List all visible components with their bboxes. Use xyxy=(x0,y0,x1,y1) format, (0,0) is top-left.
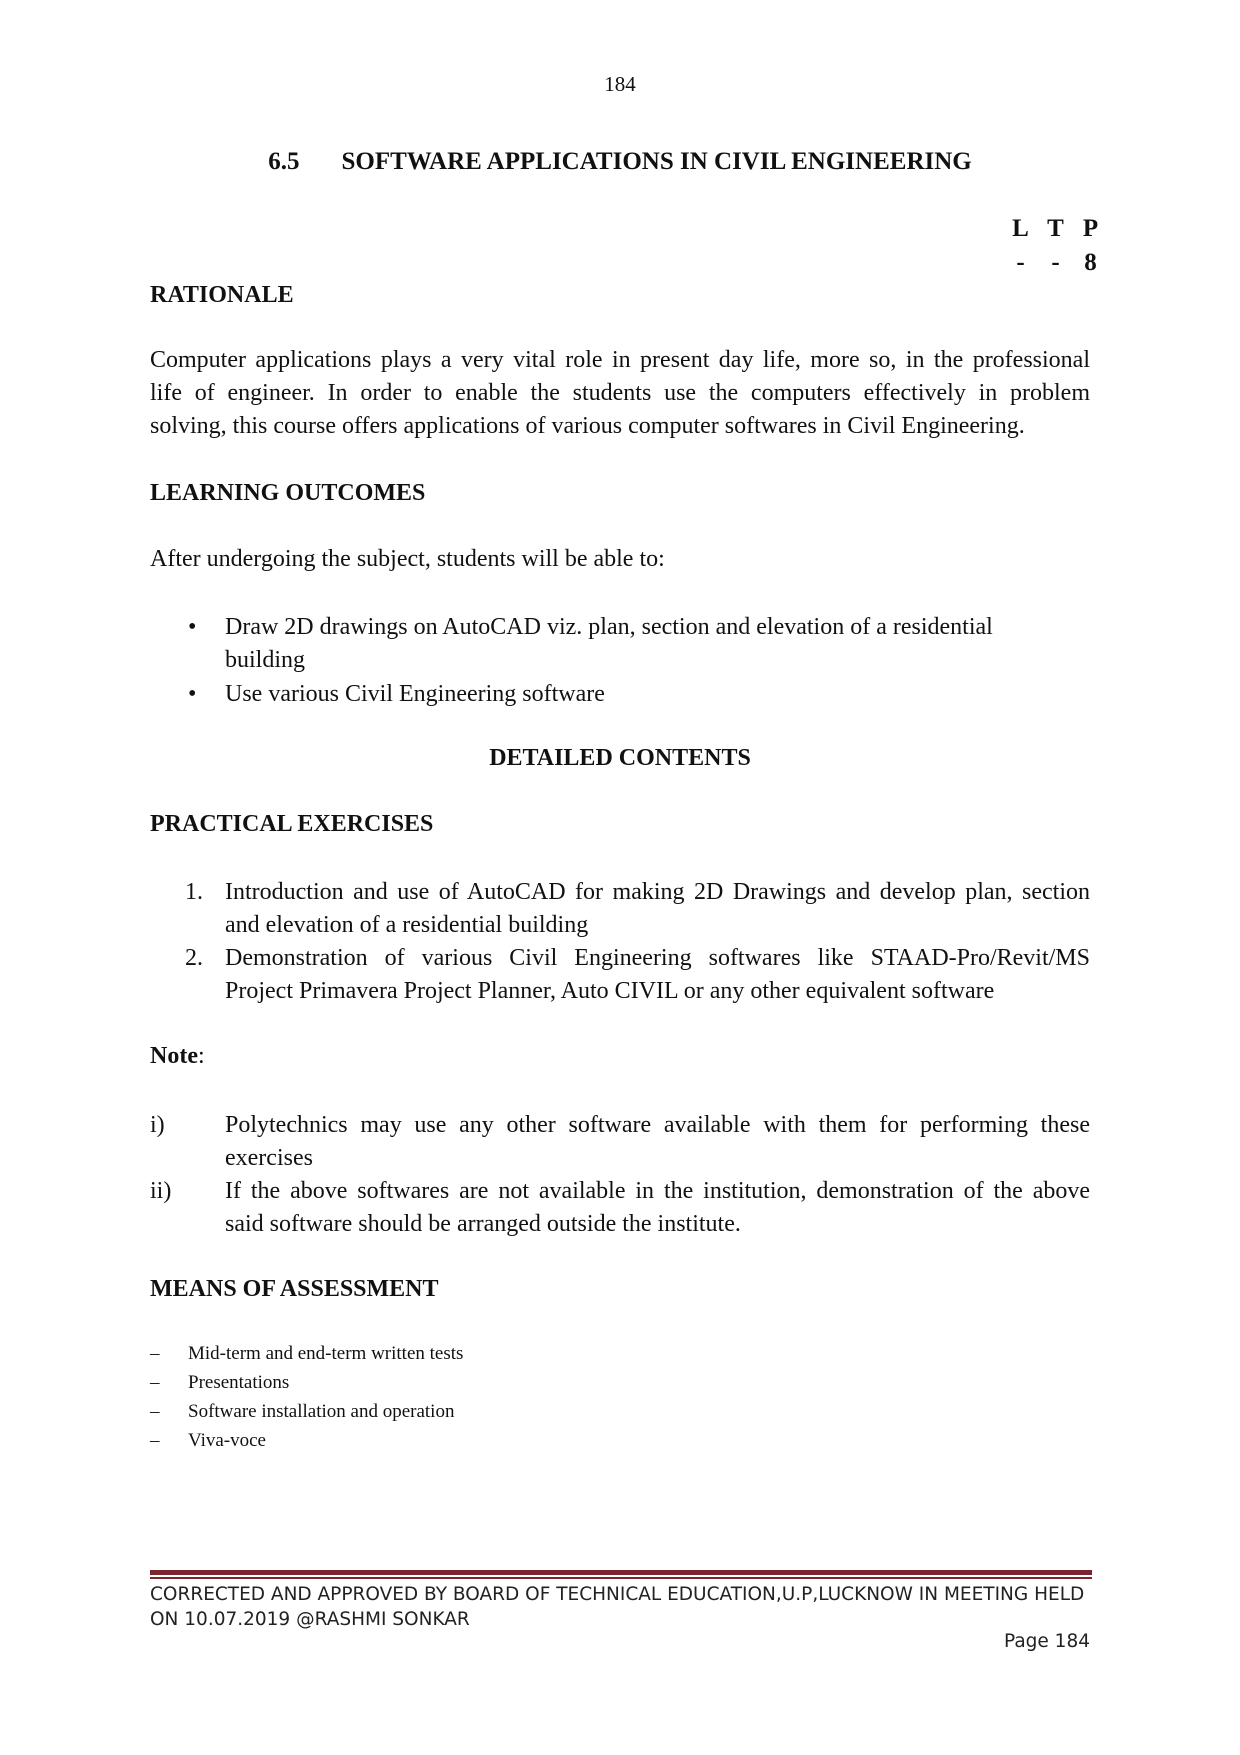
footer-approval-note: CORRECTED AND APPROVED BY BOARD OF TECHNICAL EDUCATION,U.P,LUCKNOW IN MEETING HELD ON 10.07.2019 @RASHMI SONKAR xyxy=(150,1584,1085,1630)
ltp-value-p: 8 xyxy=(1084,249,1097,276)
list-item: – Viva-voce xyxy=(150,1426,463,1455)
assessment-list xyxy=(150,1339,463,1455)
list-item: • Draw 2D drawings on AutoCAD viz. plan, section and elevation of a residential building xyxy=(150,611,1090,677)
page-title xyxy=(0,148,1240,176)
dash-marker: – xyxy=(150,1372,160,1393)
list-item: – Mid-term and end-term written tests xyxy=(150,1339,463,1368)
learning-outcomes-intro: After undergoing the subject, students will be able to: xyxy=(150,546,665,572)
list-item: 1. Introduction and use of AutoCAD for making 2D Drawings and develop plan, section and elevation of a residential building xyxy=(150,876,1090,942)
ltp-value-row xyxy=(1003,246,1108,280)
learning-outcomes-heading: LEARNING OUTCOMES xyxy=(150,480,426,506)
item-number: 2. xyxy=(185,945,203,971)
list-item: – Presentations xyxy=(150,1368,463,1397)
item-number: i) xyxy=(150,1112,165,1138)
bullet-marker: • xyxy=(188,681,197,707)
section-title: SOFTWARE APPLICATIONS IN CIVIL ENGINEERING xyxy=(341,148,972,175)
dash-marker: – xyxy=(150,1343,160,1364)
list-item: i) Polytechnics may use any other software available with them for performing these exercises xyxy=(150,1109,1090,1175)
dash-marker: – xyxy=(150,1430,160,1451)
practical-exercises-heading: PRACTICAL EXERCISES xyxy=(150,811,434,837)
ltp-header-l: L xyxy=(1012,215,1029,242)
ltp-header-p: P xyxy=(1082,215,1099,242)
list-item: ii) If the above softwares are not available in the institution, demonstration of the above said software should be arranged outside the institute. xyxy=(150,1175,1090,1241)
detailed-contents-heading: DETAILED CONTENTS xyxy=(489,745,751,771)
footer-divider xyxy=(150,1570,1092,1575)
assessment-heading: MEANS OF ASSESSMENT xyxy=(150,1276,439,1302)
rationale-line: solving, this course offers applications of various computer softwares in Civil Engineering. xyxy=(150,413,1025,439)
note-list xyxy=(150,1109,1090,1241)
ltp-value-t: - xyxy=(1051,249,1060,276)
learning-outcomes-list xyxy=(150,611,1090,712)
list-item: • Use various Civil Engineering software xyxy=(150,678,1090,711)
rationale-line: life of engineer. In order to enable the students use the computers effectively in problem xyxy=(150,380,1090,406)
item-number: ii) xyxy=(150,1178,172,1204)
ltp-header-row xyxy=(1003,212,1108,246)
practical-exercises-list xyxy=(150,876,1090,1008)
ltp-header-t: T xyxy=(1047,215,1064,242)
bullet-marker: • xyxy=(188,614,197,640)
rationale-heading: RATIONALE xyxy=(150,282,294,308)
footer-page-number: Page 184 xyxy=(1004,1631,1090,1652)
rationale-paragraph xyxy=(150,344,1090,443)
note-label: Note: xyxy=(150,1043,205,1069)
section-number: 6.5 xyxy=(268,148,300,175)
ltp-table xyxy=(1003,212,1108,280)
list-item: – Software installation and operation xyxy=(150,1397,463,1426)
list-item: 2. Demonstration of various Civil Engineering softwares like STAAD-Pro/Revit/MS Project Primavera Project Planner, Auto CIVIL or any other equivalent software xyxy=(150,942,1090,1008)
footer-divider-thin xyxy=(150,1577,1092,1579)
dash-marker: – xyxy=(150,1401,160,1422)
rationale-line: Computer applications plays a very vital role in present day life, more so, in the professional xyxy=(150,347,1090,373)
ltp-value-l: - xyxy=(1016,249,1025,276)
item-number: 1. xyxy=(185,879,203,905)
page-number-top: 184 xyxy=(604,72,636,96)
